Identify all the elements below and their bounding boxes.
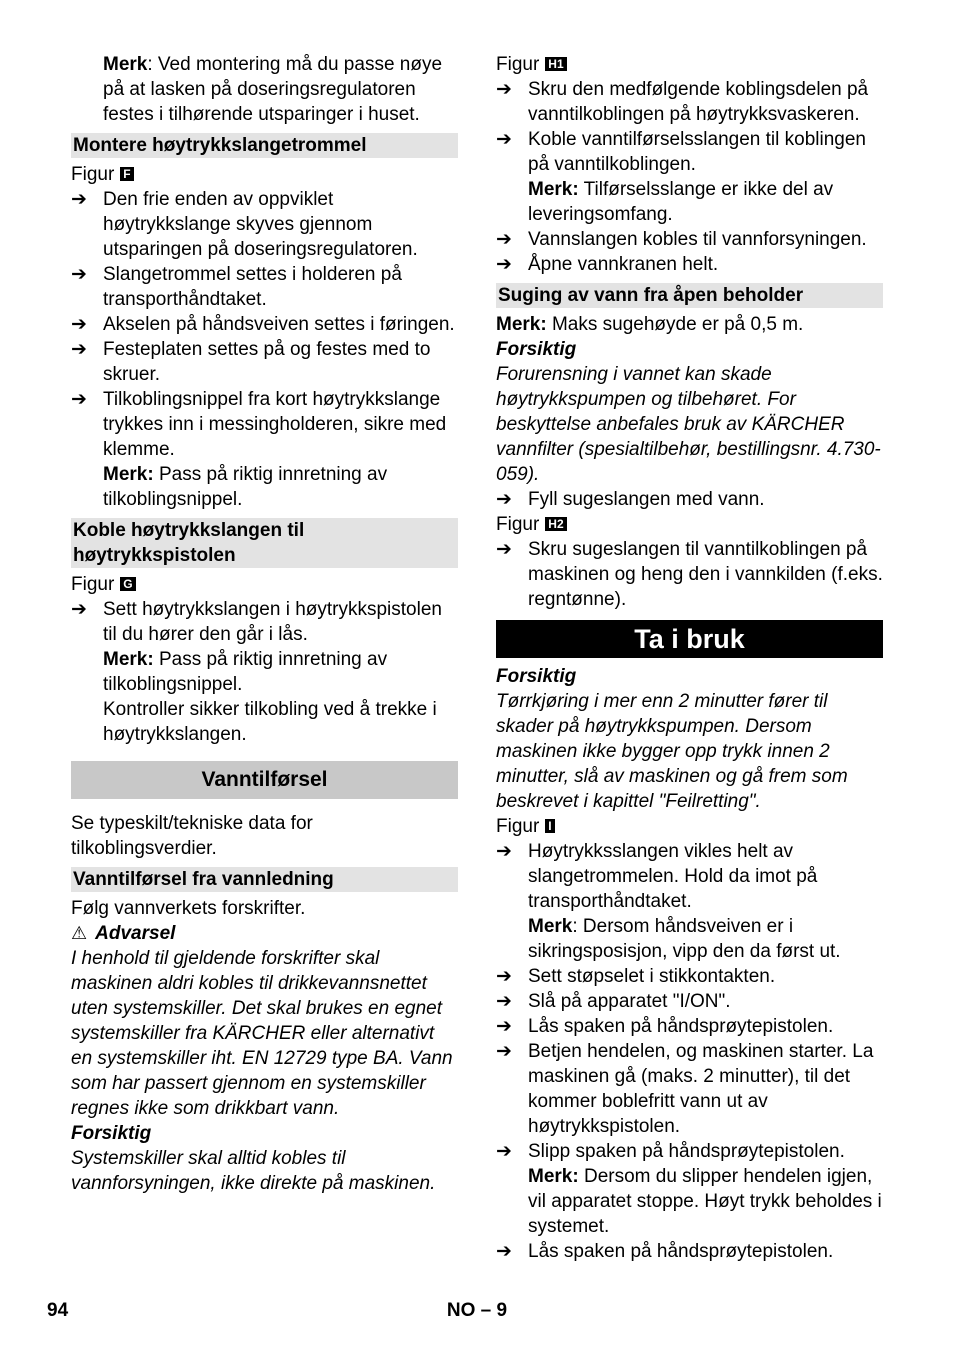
forsiktig-text-2: Forurensning i vannet kan skade høytrykkspumpen og tilbehøret. For beskyttelse anbefales bruk av KÄRCHER vannfilter (spesialtilbehør, bestillingsnr. 4.730-059). <box>496 364 881 485</box>
step-item: ➔ Akselen på håndsveiven settes i føringen. <box>71 314 455 335</box>
koble-extra-text: Kontroller sikker tilkobling ved å trekke i høytrykkslangen. <box>103 699 437 745</box>
forsiktig-heading-1: Forsiktig <box>71 1123 152 1144</box>
step-item: ➔ Lås spaken på håndsprøytepistolen. <box>496 1016 834 1037</box>
section-ta-i-bruk: Ta i bruk <box>496 620 883 658</box>
page-label: NO – 9 <box>446 1300 508 1321</box>
arrow-right-icon: ➔ <box>496 1041 512 1062</box>
step-item: ➔ Åpne vannkranen helt. <box>496 254 719 275</box>
arrow-right-icon: ➔ <box>71 389 87 410</box>
figure-ref-g: Figur G <box>71 572 458 597</box>
arrow-right-icon: ➔ <box>496 841 512 862</box>
figure-ref-f: Figur F <box>71 162 458 187</box>
arrow-right-icon: ➔ <box>496 966 512 987</box>
advarsel-text: I henhold til gjeldende forskrifter skal maskinen aldri kobles til drikkevannsnettet uten systemskiller. Det skal brukes en egnet systemskiller fra KÄRCHER eller alternativt en systemskiller iht. EN 12729 type BA. Vann som har passert gjennom en systemskiller regnes ikke som drikkbart vann. <box>71 948 453 1119</box>
forsiktig-heading-2: Forsiktig <box>496 339 577 360</box>
arrow-right-icon: ➔ <box>496 489 512 510</box>
left-column <box>71 52 458 1196</box>
note-handsveiv: Merk: Dersom håndsveiven er i sikringsposisjon, vipp den da først ut. <box>528 916 841 962</box>
page-number: 94 <box>47 1300 69 1321</box>
note-doseringsregulator: Merk: Ved montering må du passe nøye på at lasken på doseringsregulatoren festes i tilhørende utsparinger i huset. <box>103 54 443 125</box>
figure-ref-h2: Figur H2 <box>496 512 883 537</box>
figure-badge-f: F <box>120 167 133 181</box>
warning-triangle-icon: ⚠ <box>71 923 88 943</box>
advarsel-heading: ⚠ Advarsel <box>71 923 176 944</box>
figure-badge-h2: H2 <box>545 517 566 531</box>
note-hendelen: Merk: Dersom du slipper hendelen igjen, vil apparatet stoppe. Høyt trykk beholdes i systemet. <box>528 1166 882 1237</box>
step-item: ➔ Den frie enden av oppviklet høytrykkslange skyves gjennom utsparingen på doseringsregulatoren. <box>71 189 418 260</box>
arrow-right-icon: ➔ <box>71 599 87 620</box>
forsiktig-heading-3: Forsiktig <box>496 666 577 687</box>
arrow-right-icon: ➔ <box>496 79 512 100</box>
section-vanntilforsel: Vanntilførsel <box>71 761 458 799</box>
arrow-right-icon: ➔ <box>496 254 512 275</box>
figure-ref-h1: Figur H1 <box>496 52 883 77</box>
figure-badge-g: G <box>120 577 135 591</box>
step-item: ➔ Sett støpselet i stikkontakten. <box>496 966 776 987</box>
note-tilkoblingsnippel: Merk: Pass på riktig innretning av tilkoblingsnippel. <box>103 464 388 510</box>
step-item: ➔ Festeplaten settes på og festes med to skruer. <box>71 339 431 385</box>
heading-suging: Suging av vann fra åpen beholder <box>496 283 883 308</box>
step-item: ➔ Skru den medfølgende koblingsdelen på vanntilkoblingen på høytrykksvaskeren. <box>496 79 869 125</box>
vann-intro-text: Se typeskilt/tekniske data for tilkoblingsverdier. <box>71 813 313 859</box>
forsiktig-text-3: Tørrkjøring i mer enn 2 minutter fører til skader på høytrykkspumpen. Dersom maskinen ikke bygger opp trykk innen 2 minutter, slå av maskinen og gå frem som beskrevet i kapittel "Feilretting". <box>496 691 848 812</box>
step-item: ➔ Betjen hendelen, og maskinen starter. La maskinen gå (maks. 2 minutter), til det kommer boblefritt vann ut av høytrykkspistolen. <box>496 1041 874 1137</box>
step-item: ➔ Koble vanntilførselsslangen til koblingen på vanntilkoblingen. <box>496 129 866 175</box>
note-tilforselsslange: Merk: Tilførselsslange er ikke del av leveringsomfang. <box>528 179 834 225</box>
right-column <box>496 52 883 1264</box>
step-item: ➔ Høytrykksslangen vikles helt av slangetrommelen. Hold da imot på transporthåndtaket. <box>496 841 818 912</box>
figure-ref-i: Figur I <box>496 814 883 839</box>
arrow-right-icon: ➔ <box>496 1241 512 1262</box>
step-item: ➔ Slipp spaken på håndsprøytepistolen. <box>496 1141 845 1162</box>
arrow-right-icon: ➔ <box>71 264 87 285</box>
forsiktig-text-1: Systemskiller skal alltid kobles til vannforsyningen, ikke direkte på maskinen. <box>71 1148 436 1194</box>
arrow-right-icon: ➔ <box>71 189 87 210</box>
arrow-right-icon: ➔ <box>496 229 512 250</box>
step-item: ➔ Tilkoblingsnippel fra kort høytrykkslange trykkes inn i messingholderen, sikre med klemme. <box>71 389 447 460</box>
note-sugehoyde: Merk: Maks sugehøyde er på 0,5 m. <box>496 314 804 335</box>
arrow-right-icon: ➔ <box>71 339 87 360</box>
step-item: ➔ Slangetrommel settes i holderen på transporthåndtaket. <box>71 264 402 310</box>
arrow-right-icon: ➔ <box>496 991 512 1012</box>
figure-badge-h1: H1 <box>545 57 566 71</box>
step-item: ➔ Fyll sugeslangen med vann. <box>496 489 765 510</box>
heading-montere-trommel: Montere høytrykkslangetrommel <box>71 133 458 158</box>
step-item: ➔ Sett høytrykkslangen i høytrykkspistolen til du hører den går i lås. <box>71 599 442 645</box>
arrow-right-icon: ➔ <box>496 129 512 150</box>
step-item: ➔ Vannslangen kobles til vannforsyningen. <box>496 229 867 250</box>
heading-vannledning: Vanntilførsel fra vannledning <box>71 867 458 892</box>
arrow-right-icon: ➔ <box>496 1016 512 1037</box>
figure-badge-i: I <box>545 819 554 833</box>
step-item: ➔ Skru sugeslangen til vanntilkoblingen på maskinen og heng den i vannkilden (f.eks. regntønne). <box>496 539 883 610</box>
note-tilkoblingsnippel-2: Merk: Pass på riktig innretning av tilkoblingsnippel. <box>103 649 388 695</box>
heading-koble-hoytrykkslangen: Koble høytrykkslangen til høytrykkspistolen <box>71 518 458 568</box>
step-item: ➔ Lås spaken på håndsprøytepistolen. <box>496 1241 834 1262</box>
vannledning-text: Følg vannverkets forskrifter. <box>71 898 306 919</box>
arrow-right-icon: ➔ <box>71 314 87 335</box>
step-item: ➔ Slå på apparatet "I/ON". <box>496 991 731 1012</box>
arrow-right-icon: ➔ <box>496 539 512 560</box>
arrow-right-icon: ➔ <box>496 1141 512 1162</box>
